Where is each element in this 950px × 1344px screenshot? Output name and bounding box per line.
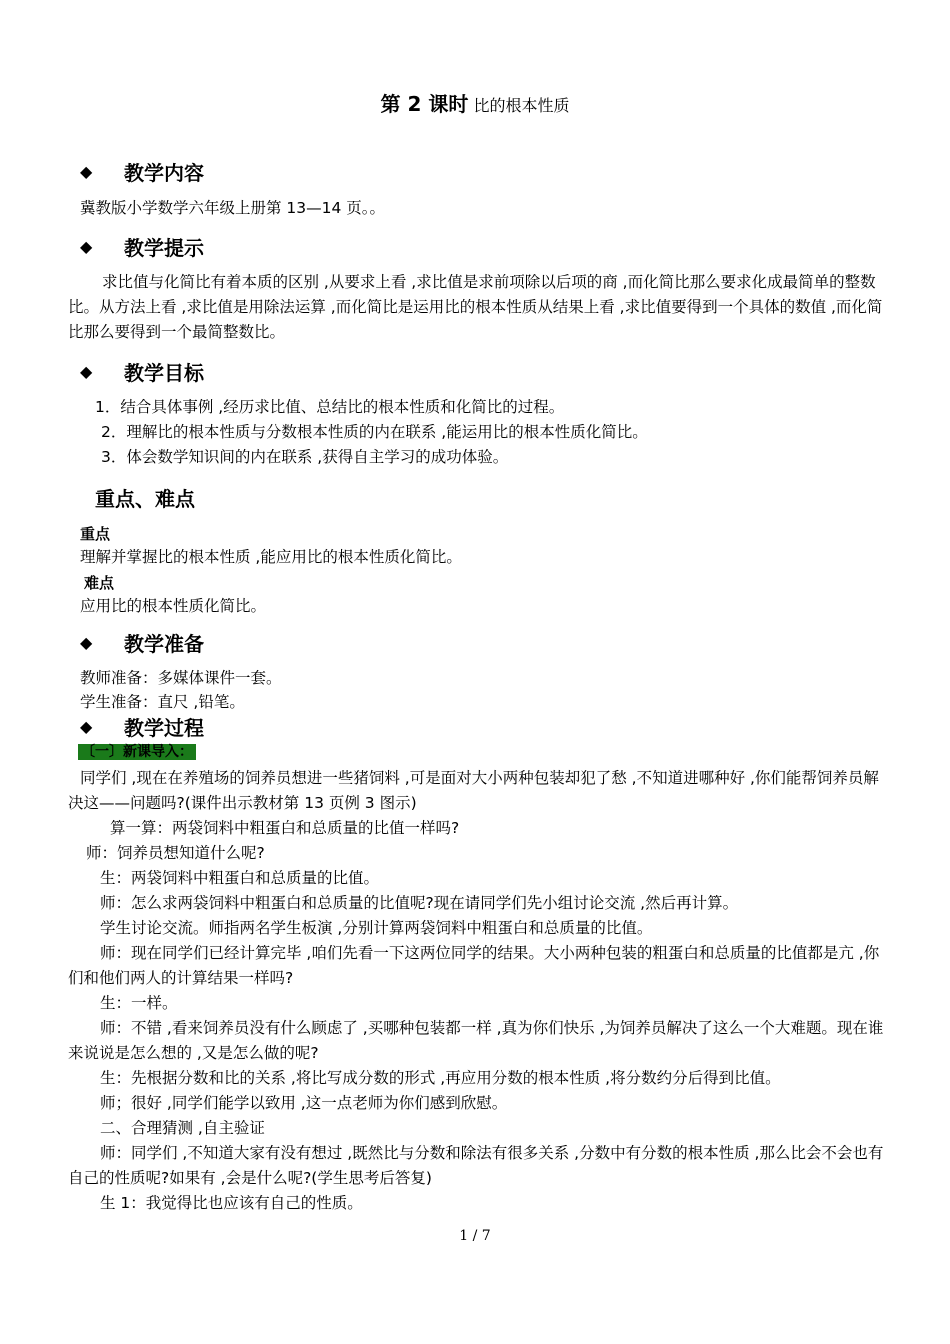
heading-content	[80, 157, 204, 186]
process-paragraph: 师：怎么求两袋饲料中粗蛋白和总质量的比值呢?现在请同学们先小组讨论交流 ,然后再计算。	[100, 894, 739, 912]
process-paragraph: 师：不错 ,看来饲养员没有什么顾虑了 ,买哪种包装都一样 ,真为你们快乐 ,为饲养员解决了这么一个大难题。现在谁来说说是怎么想的 ,又是怎么做的呢?	[68, 1019, 884, 1062]
process-paragraph: 生：两袋饲料中粗蛋白和总质量的比值。	[100, 869, 380, 887]
heading-content-label: 教学内容	[124, 161, 204, 185]
process-paragraph: 生：一样。	[100, 994, 178, 1012]
diamond-bullet-icon: ◆	[80, 362, 93, 381]
process-paragraph: 生 1：我觉得比也应该有自己的性质。	[100, 1194, 363, 1212]
page-title	[0, 88, 950, 117]
lesson-topic: 比的根本性质	[473, 96, 570, 115]
key-label: 重点	[80, 525, 111, 543]
teacher-prep: 教师准备：多媒体课件一套。	[80, 669, 282, 687]
difficulty-text: 应用比的根本性质化简比。	[80, 597, 267, 615]
process-paragraph: 学生讨论交流。师指两名学生板演 ,分别计算两袋饲料中粗蛋白和总质量的比值。	[100, 919, 653, 937]
difficulty-label: 难点	[84, 574, 115, 592]
diamond-bullet-icon: ◆	[80, 237, 93, 256]
diamond-bullet-icon: ◆	[80, 162, 93, 181]
heading-goals	[80, 357, 204, 386]
content-text: 冀教版小学数学六年级上册第 13—14 页。。	[80, 199, 386, 217]
diamond-bullet-icon: ◆	[80, 717, 93, 736]
process-paragraph: 二、合理猜测 ,自主验证	[100, 1119, 265, 1137]
heading-hint-label: 教学提示	[124, 236, 204, 260]
highlight-text: 〔一〕新课导入：	[78, 744, 196, 760]
process-paragraph: 生：先根据分数和比的关系 ,将比写成分数的形式 ,再应用分数的根本性质 ,将分数约分后得到比值。	[100, 1069, 781, 1087]
heading-goals-label: 教学目标	[124, 361, 204, 385]
goal-item: 3．体会数学知识间的内在联系 ,获得自主学习的成功体验。	[101, 448, 509, 466]
key-text: 理解并掌握比的根本性质 ,能应用比的根本性质化简比。	[80, 548, 462, 566]
process-paragraph: 算一算：两袋饲料中粗蛋白和总质量的比值一样吗?	[110, 819, 460, 837]
goal-item: 1．结合具体事例 ,经历求比值、总结比的根本性质和化简比的过程。	[95, 398, 565, 416]
lesson-number: 第 2 课时	[380, 92, 469, 116]
page-number: 1 / 7	[459, 1228, 491, 1244]
process-paragraph: 师；很好 ,同学们能学以致用 ,这一点老师为你们感到欣慰。	[100, 1094, 508, 1112]
process-paragraph: 师：饲养员想知道什么呢?	[86, 844, 265, 862]
heading-process-label: 教学过程	[124, 716, 204, 740]
heading-prep-label: 教学准备	[124, 632, 204, 656]
heading-hint	[80, 232, 204, 261]
process-paragraph: 师：现在同学们已经计算完毕 ,咱们先看一下这两位同学的结果。大小两种包装的粗蛋白和总质量的比值都是亢 ,你们和他们两人的计算结果一样吗?	[68, 944, 880, 987]
heading-prep	[80, 628, 204, 657]
heading-keypoints	[95, 483, 195, 512]
heading-process	[80, 712, 204, 741]
diamond-bullet-icon: ◆	[80, 633, 93, 652]
process-paragraph: 师：同学们 ,不知道大家有没有想过 ,既然比与分数和除法有很多关系 ,分数中有分数的根本性质 ,那么比会不会也有自己的性质呢?如果有 ,会是什么呢?(学生思考后答复)	[68, 1144, 884, 1187]
hint-paragraph: 求比值与化简比有着本质的区别 ,从要求上看 ,求比值是求前项除以后项的商 ,而化简比那么要求化成最简单的整数比。从方法上看 ,求比值是用除法运算 ,而化简比是运用比的根本性质从结果上看 ,求比值要得到一个具体的数值 ,而化简比那么要得到一个最简整数比。	[68, 273, 883, 341]
goal-item: 2．理解比的根本性质与分数根本性质的内在联系 ,能运用比的根本性质化简比。	[101, 423, 648, 441]
student-prep: 学生准备：直尺 ,铅笔。	[80, 693, 245, 711]
process-paragraph: 同学们 ,现在在养殖场的饲养员想进一些猪饲料 ,可是面对大小两种包装却犯了愁 ,不知道进哪种好 ,你们能帮饲养员解决这——问题吗?(课件出示教材第 13 页例 3 图示)	[68, 769, 879, 812]
heading-keypoints-label: 重点、难点	[95, 487, 195, 511]
highlight-label	[78, 741, 196, 761]
